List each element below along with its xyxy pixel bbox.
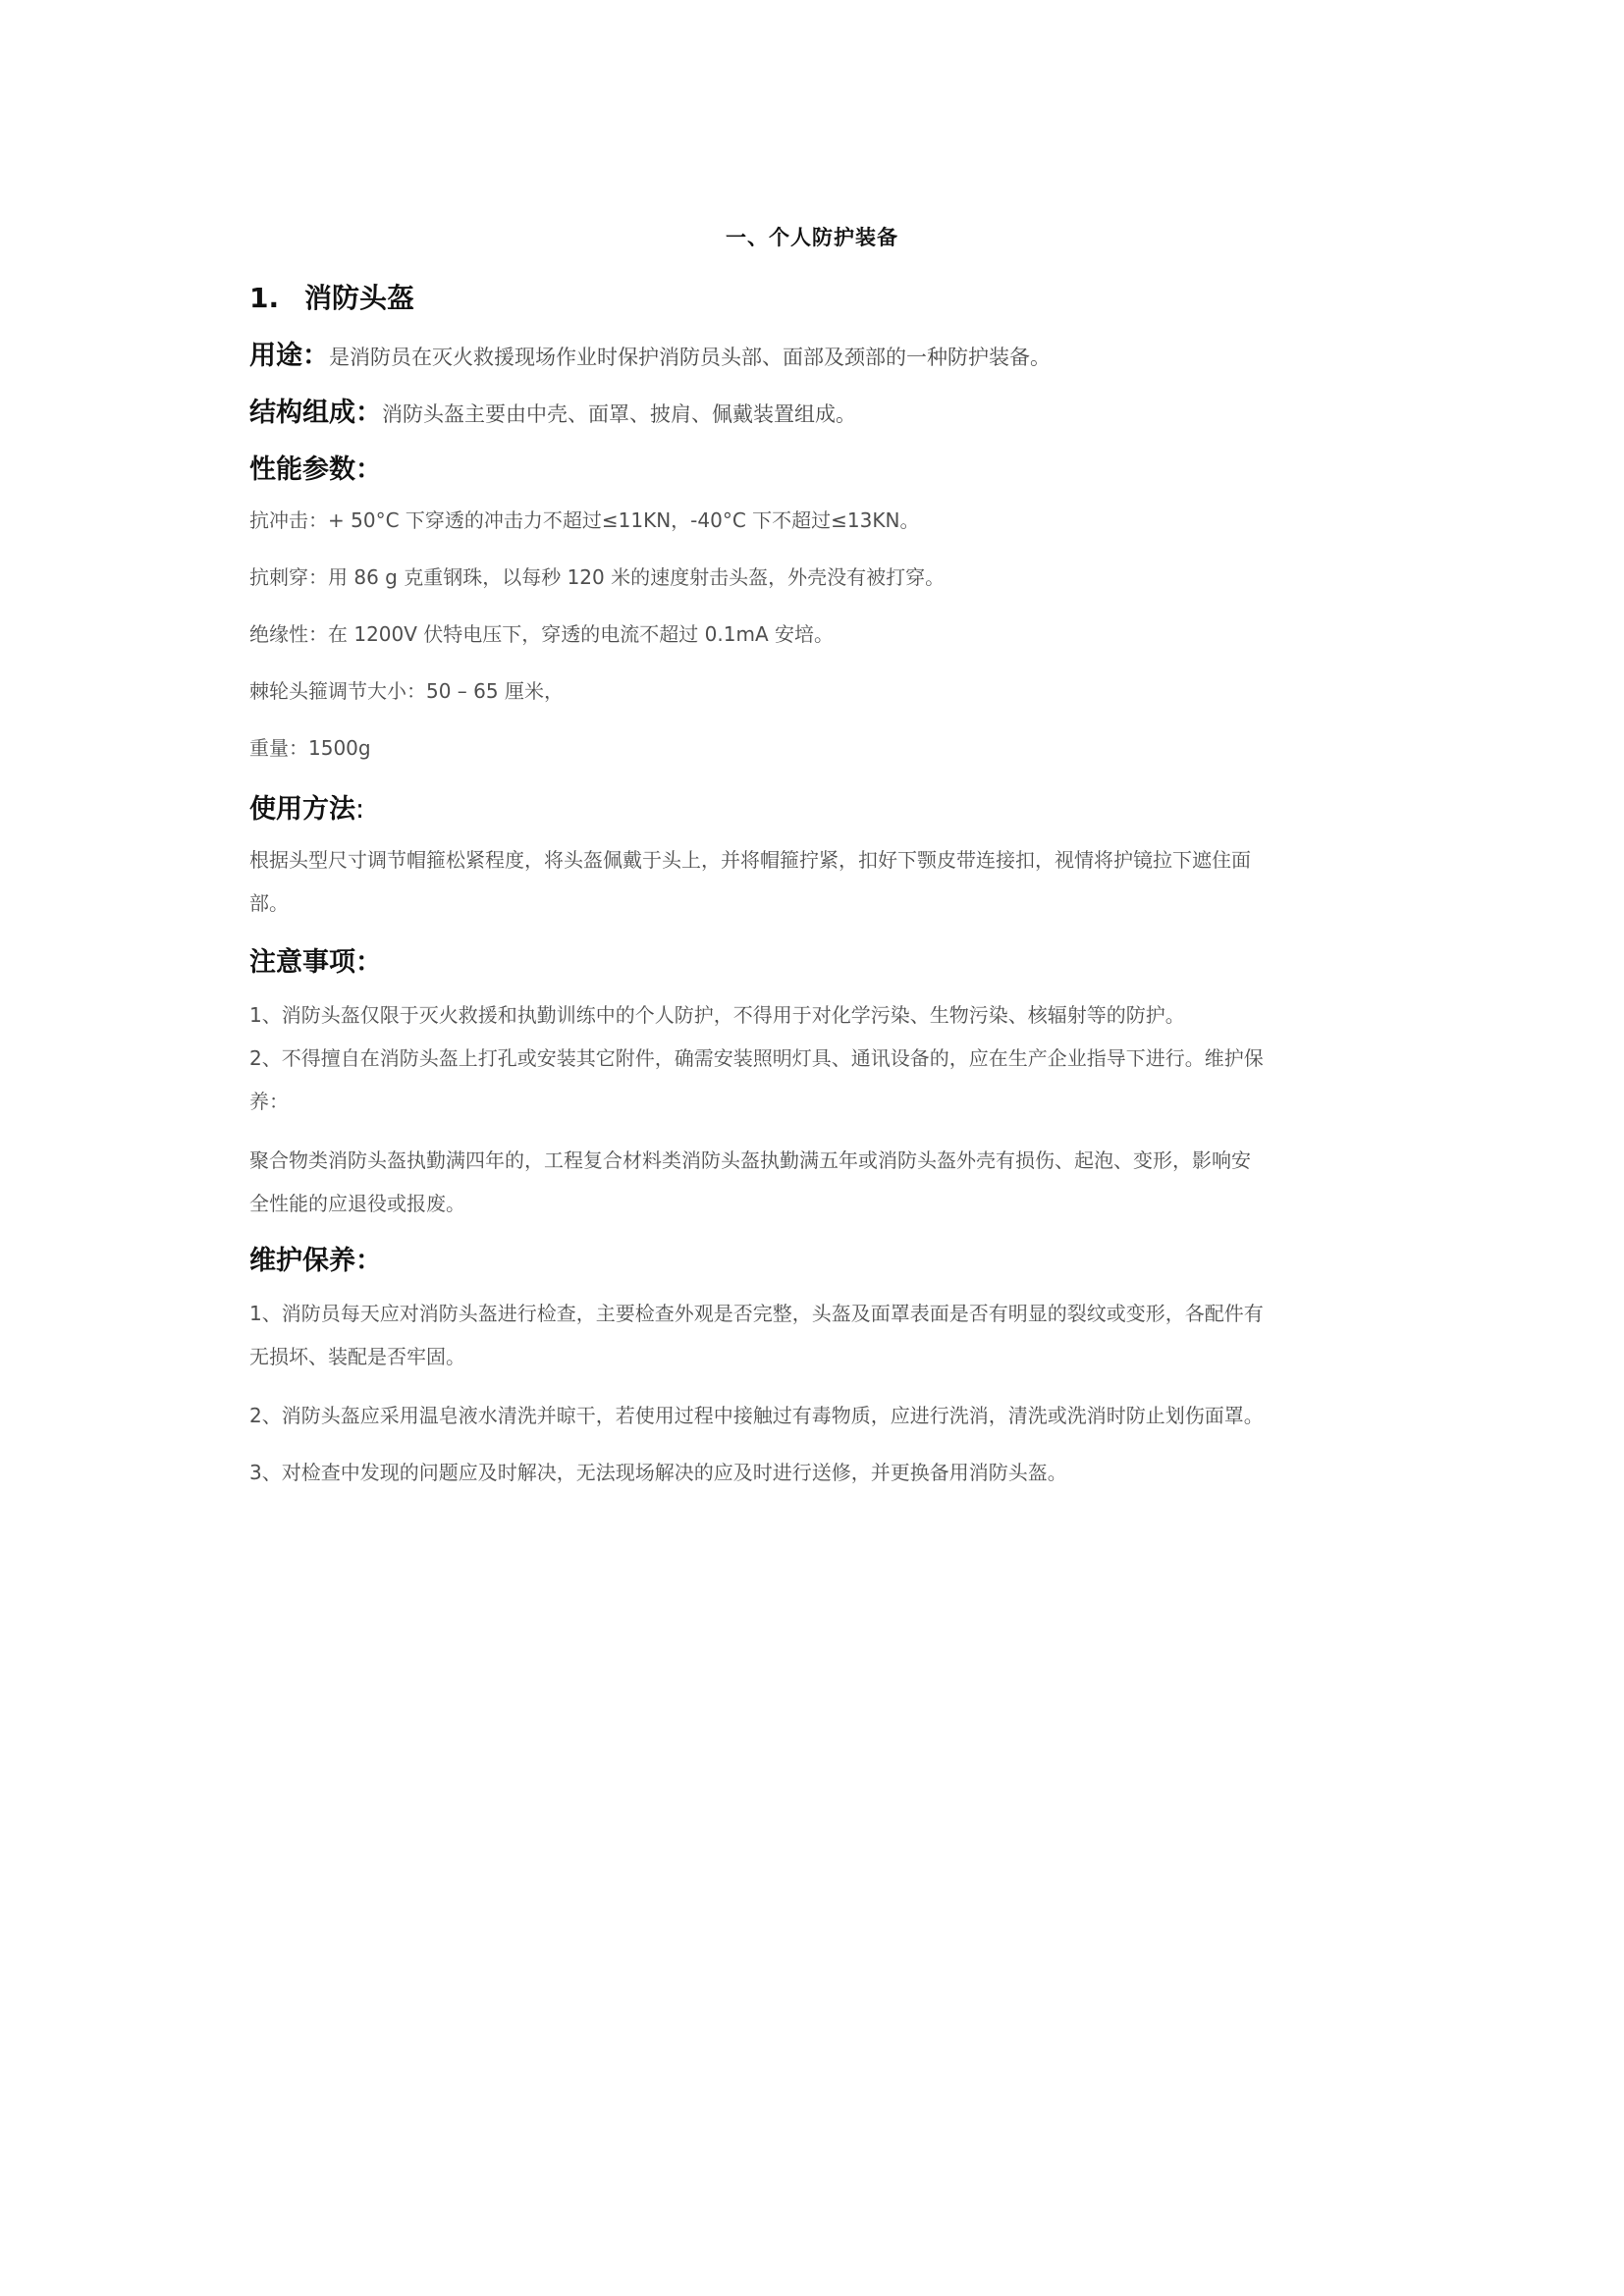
maintenance-item-1-line-2: 无损坏、装配是否牢固。 [249,1345,465,1368]
method-heading [249,787,364,826]
usage-label: 用途： [249,341,329,371]
structure-line [249,391,856,429]
section-heading [249,277,414,316]
performance-weight: 重量：1500g [249,736,371,760]
notes-heading: 注意事项： [249,947,382,978]
maintenance-item-1-line-1: 1、消防员每天应对消防头盔进行检查，主要检查外观是否完整，头盔及面罩表面是否有明显的裂纹或变形，各配件有 [249,1302,1264,1325]
notes-retire-line-2: 全性能的应退役或报废。 [249,1192,465,1215]
structure-text: 消防头盔主要由中壳、面罩、披肩、佩戴装置组成。 [382,402,856,426]
document-title: 一、个人防护装备 [726,226,898,249]
method-line-1: 根据头型尺寸调节帽箍松紧程度，将头盔佩戴于头上，并将帽箍拧紧，扣好下颚皮带连接扣，视情将护镜拉下遮住面 [249,848,1251,872]
notes-item-2-line-1: 2、不得擅自在消防头盔上打孔或安装其它附件，确需安装照明灯具、通讯设备的，应在生产企业指导下进行。维护保 [249,1046,1264,1070]
performance-size: 棘轮头箍调节大小：50 – 65 厘米， [249,679,564,703]
performance-impact: 抗冲击：+ 50°C 下穿透的冲击力不超过≤11KN，-40°C 下不超过≤13KN。 [249,508,920,532]
section-number: 1. [249,282,280,314]
usage-text: 是消防员在灭火救援现场作业时保护消防员头部、面部及颈部的一种防护装备。 [329,346,1051,369]
method-line-2: 部。 [249,891,289,915]
maintenance-item-3: 3、对检查中发现的问题应及时解决，无法现场解决的应及时进行送修，并更换备用消防头盔。 [249,1461,1067,1484]
maintenance-item-2: 2、消防头盔应采用温皂液水清洗并晾干，若使用过程中接触过有毒物质，应进行洗消，清洗或洗消时防止划伤面罩。 [249,1404,1264,1427]
performance-heading: 性能参数： [249,454,382,485]
notes-item-1: 1、消防头盔仅限于灭火救援和执勤训练中的个人防护，不得用于对化学污染、生物污染、核辐射等的防护。 [249,1003,1185,1027]
usage-line [249,334,1051,372]
notes-item-2-line-2: 养： [249,1090,289,1113]
structure-label: 结构组成： [249,398,382,428]
performance-puncture: 抗刺穿：用 86 g 克重钢珠，以每秒 120 米的速度射击头盔，外壳没有被打穿。 [249,565,946,589]
maintenance-heading: 维护保养： [249,1246,382,1276]
method-heading-colon: : [355,794,365,825]
performance-insulation: 绝缘性：在 1200V 伏特电压下，穿透的电流不超过 0.1mA 安培。 [249,622,834,646]
notes-retire-line-1: 聚合物类消防头盔执勤满四年的，工程复合材料类消防头盔执勤满五年或消防头盔外壳有损伤、起泡、变形，影响安 [249,1148,1251,1172]
method-heading-text: 使用方法 [249,794,355,825]
section-title: 消防头盔 [304,282,415,314]
